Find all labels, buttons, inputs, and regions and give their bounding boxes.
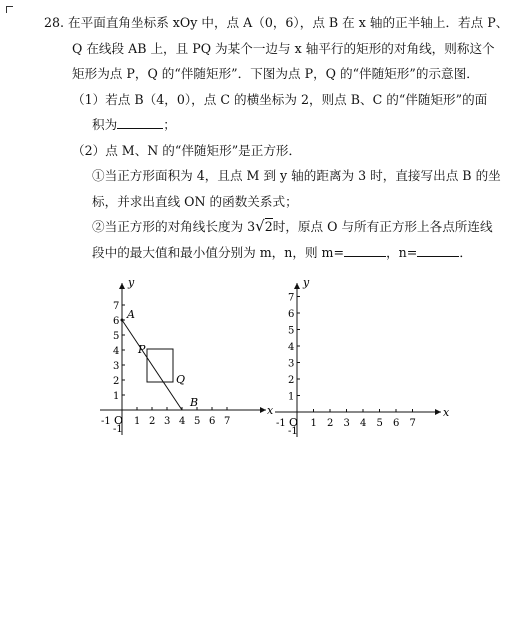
x-tick-label: 1 [310, 418, 317, 429]
part1-tail: ； [163, 117, 176, 132]
y-tick-label: 3 [113, 361, 120, 372]
part1-text: 积为 [92, 117, 118, 132]
graph-left [90, 275, 280, 445]
origin-label: O [114, 414, 124, 427]
label-a: A [127, 308, 135, 321]
x-axis-label: x [267, 404, 274, 417]
origin-label: O [289, 416, 299, 429]
question-number: 28. [44, 15, 65, 30]
y-tick-label: 7 [113, 301, 120, 312]
corner-mark [6, 6, 13, 13]
x-tick-label: 1 [134, 416, 141, 427]
y-tick-label: 1 [288, 391, 295, 403]
y-tick-label: 1 [113, 391, 120, 402]
label-p: P [138, 343, 146, 356]
y-axis-label: y [303, 276, 310, 289]
y-tick-label: 6 [113, 316, 120, 327]
y-tick-label: 3 [288, 358, 295, 370]
problem-text [44, 10, 509, 265]
point-a [121, 319, 124, 322]
sqrt-symbol: √ [255, 217, 265, 235]
part1-line-1: （1）若点 B（4，0），点 C 的横坐标为 2，则点 B、C 的“伴随矩形”的面 [72, 91, 488, 107]
y-tick-label: 2 [288, 375, 295, 386]
y-tick-label: 4 [113, 346, 120, 357]
x-tick-label: 5 [194, 416, 201, 427]
sub2-text-d: ，n= [386, 244, 418, 260]
x-axis-label: x [443, 406, 450, 419]
answer-blank-area[interactable] [117, 114, 163, 129]
x-tick-label: 2 [149, 416, 156, 427]
y-tick-label: 5 [288, 325, 295, 337]
sub1-line-2: 标，并求出直线 ON 的函数关系式； [92, 193, 298, 209]
neg-y-label: -1 [113, 424, 123, 435]
y-tick-label: 7 [288, 292, 295, 304]
sub2-text-b: 时，原点 O 与所有正方形上各点所连线 [272, 219, 493, 234]
answer-blank-n[interactable] [417, 242, 459, 257]
label-b: B [190, 396, 199, 409]
x-tick-label: 2 [327, 418, 334, 429]
label-q: Q [176, 373, 186, 386]
x-tick-label: 4 [360, 418, 367, 429]
x-tick-label: 5 [376, 418, 383, 429]
problem-line-2: Q 在线段 AB 上，且 PQ 为某个一边与 x 轴平行的矩形的对角线，则称这个 [72, 40, 495, 56]
y-tick-label: 5 [113, 331, 120, 342]
y-tick-label: 4 [288, 342, 295, 353]
problem-line-1 [44, 10, 509, 36]
sub2-text-e: ． [459, 244, 472, 260]
part2-line: （2）点 M、N 的“伴随矩形”是正方形． [72, 142, 302, 158]
x-tick-label: 6 [393, 418, 400, 429]
problem-line-3: 矩形为点 P，Q 的“伴随矩形”．下图为点 P，Q 的“伴随矩形”的示意图． [72, 66, 479, 81]
sub1-line-1: ①当正方形面积为 4，且点 M 到 y 轴的距离为 3 时，直接写出点 B 的坐 [92, 168, 501, 183]
neg-y-label: -1 [288, 426, 298, 437]
x-tick-label: 7 [224, 416, 231, 427]
part1-line-2 [44, 112, 504, 138]
graph-right [265, 275, 455, 445]
sub2-line-1 [44, 214, 504, 240]
sub2-line-2 [44, 240, 504, 266]
x-tick-label: 7 [409, 418, 416, 429]
neg-x-label: -1 [276, 418, 286, 429]
axis-ticks-right [288, 293, 416, 430]
x-tick-label: 6 [209, 416, 216, 427]
y-tick-label: 2 [113, 376, 120, 387]
sub2-text-a: ②当正方形的对角线长度为 3 [92, 219, 256, 234]
sub2-text-c: 段中的最大值和最小值分别为 m，n，则 m= [92, 244, 345, 260]
sqrt-radicand: 2 [264, 219, 273, 234]
y-tick-label: 6 [288, 309, 295, 320]
problem-stem-1: 在平面直角坐标系 xOy 中，点 A（0，6），点 B 在 x 轴的正半轴上．若点 P、 [68, 15, 509, 30]
x-tick-label: 3 [343, 418, 350, 429]
x-tick-label: 4 [179, 416, 186, 427]
x-tick-label: 3 [164, 416, 171, 427]
y-axis-label: y [128, 276, 135, 289]
neg-x-label: -1 [101, 416, 111, 427]
answer-blank-m[interactable] [344, 242, 386, 257]
